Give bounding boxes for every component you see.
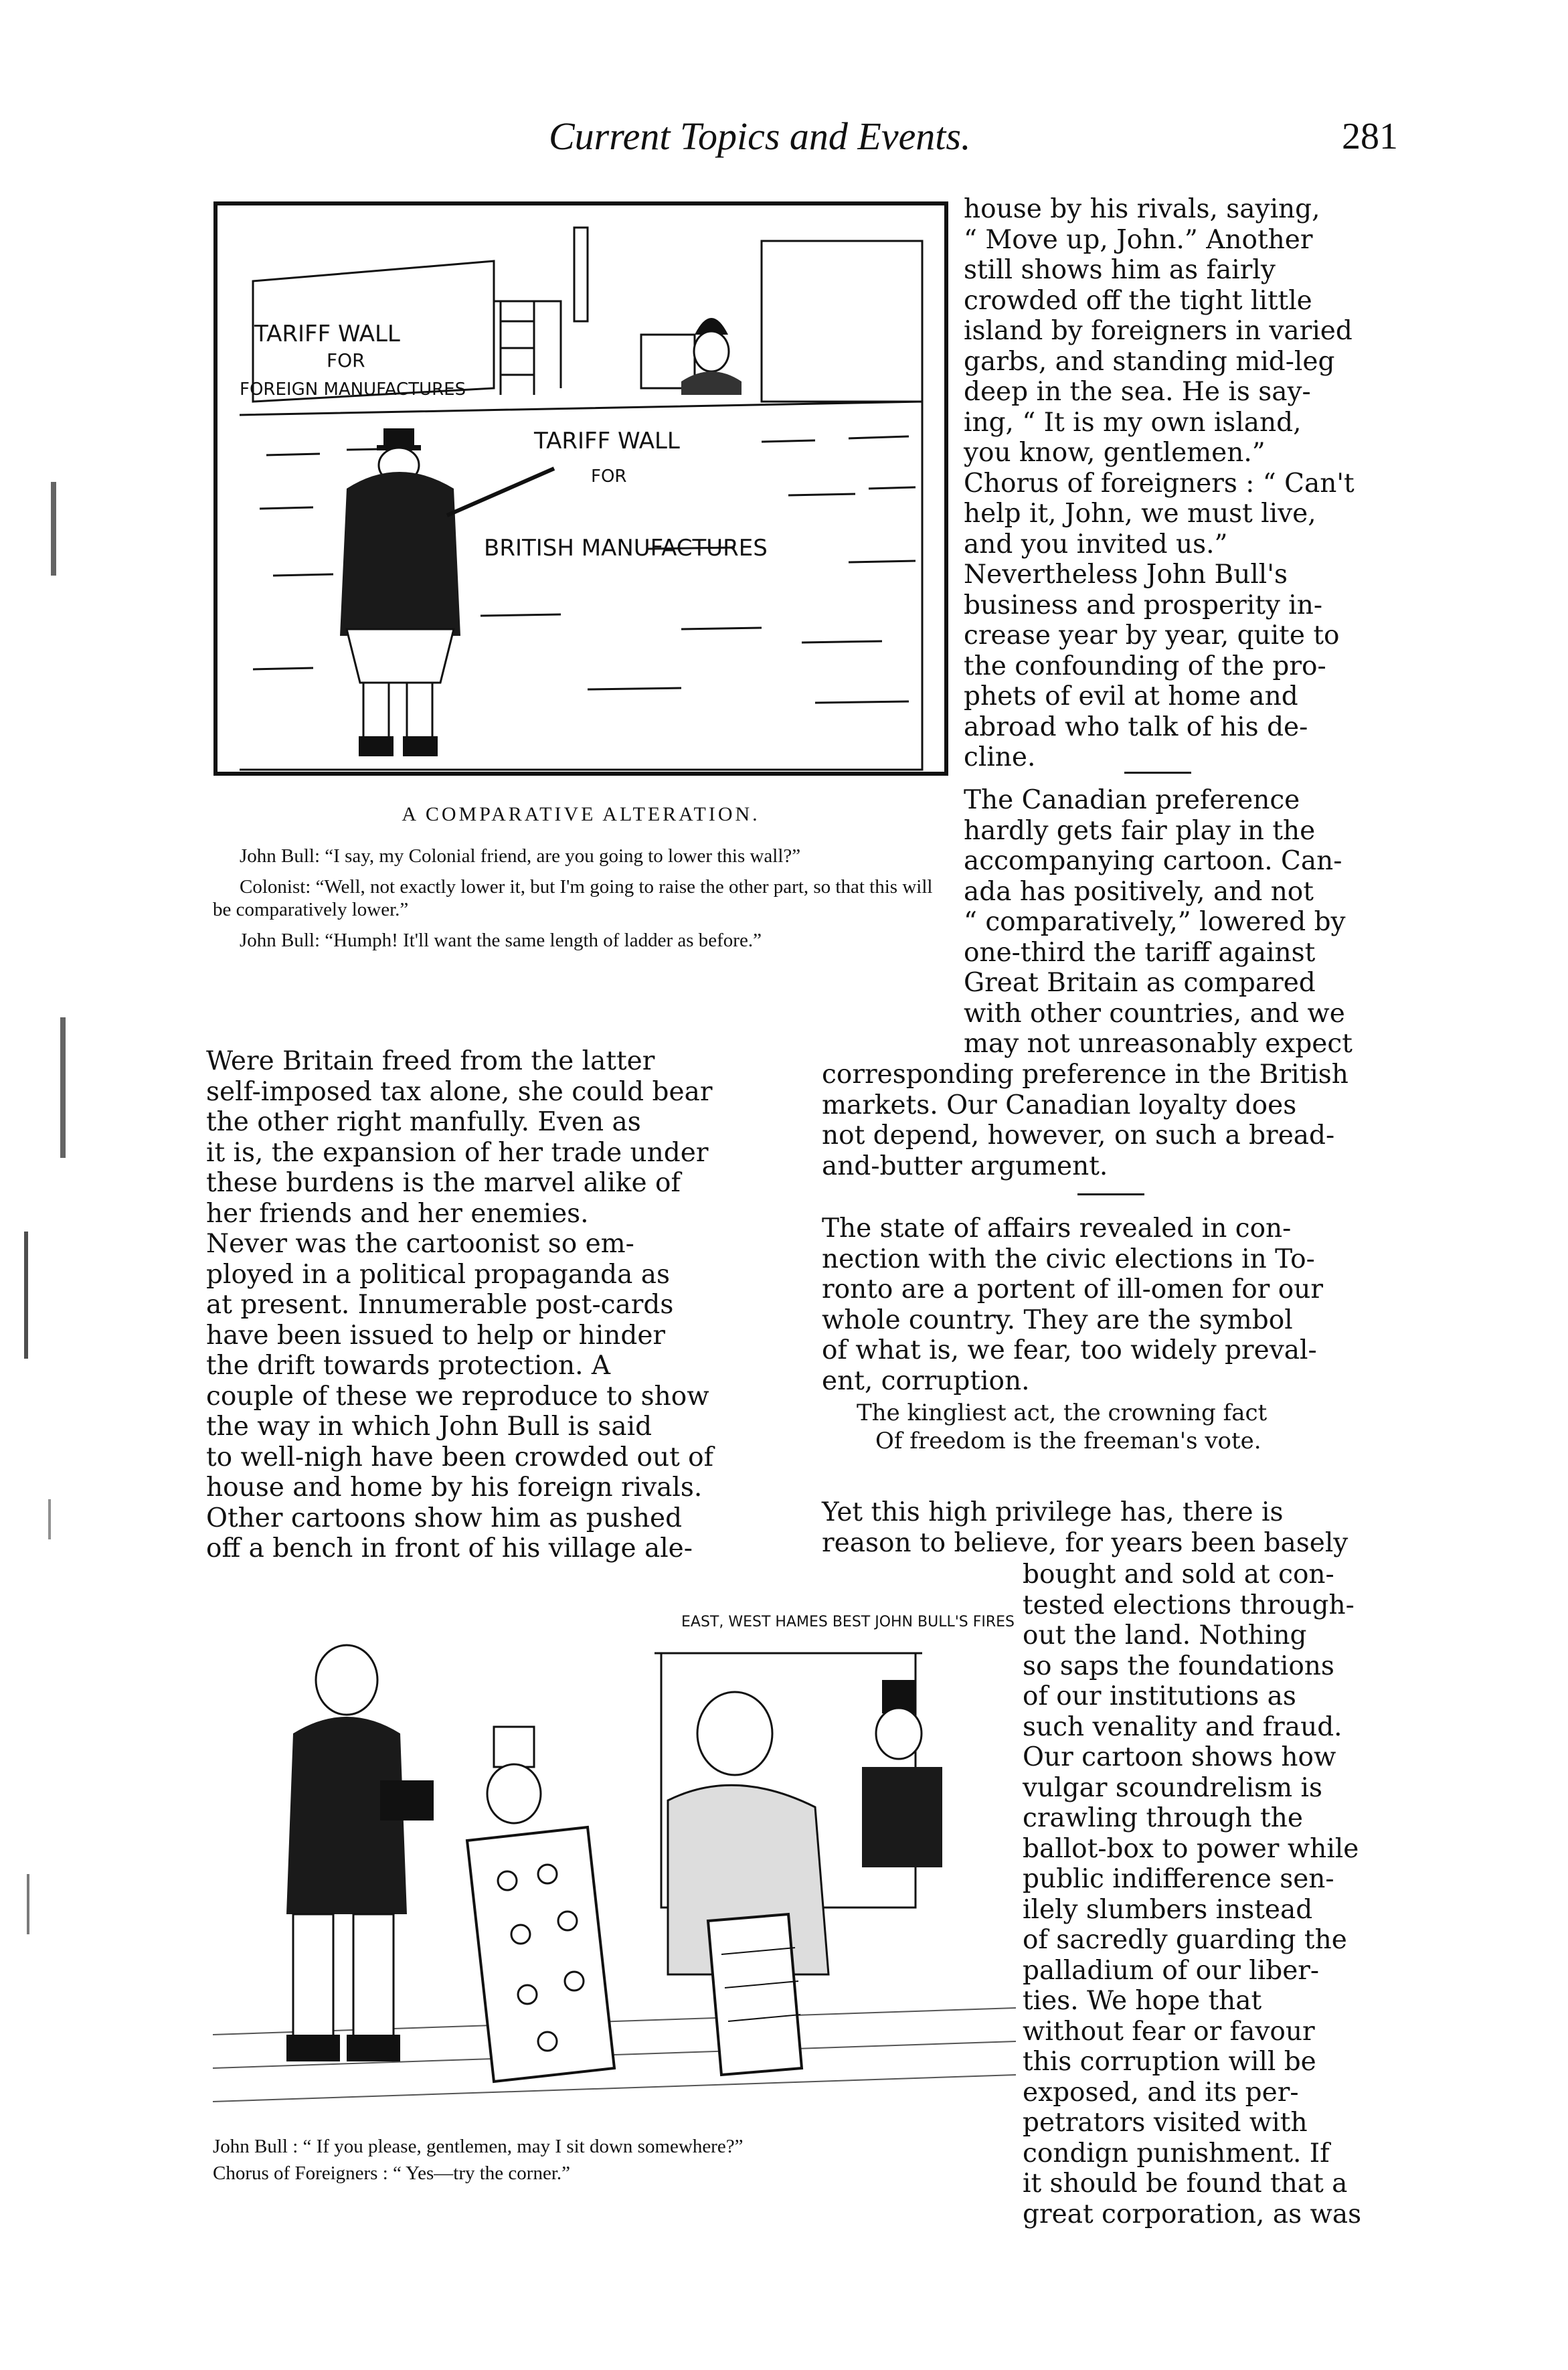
section-divider-2	[1077, 1193, 1144, 1195]
wall-label-for-foreign: FOR	[327, 349, 365, 371]
running-header-title: Current Topics and Events.	[549, 114, 971, 158]
right-column-bottom-text: bought and sold at con- tested elections through- out the land. Nothing so saps the foundations of our institutions as such venality and fraud. Our cartoon shows how vulgar scoundrelism is crawling through the ballot-box to power while public indifference sen- ilely slumbers instead of sacredly guarding the palladium of our liber- ties. We hope that without fear or favour this corruption will be exposed, and its per- petrators visited with condign punishment. If it should be found that a great corporation, as was	[1023, 1559, 1362, 2229]
wall-label-british-manufactures: BRITISH MANUFACTURES	[484, 535, 768, 562]
right-column-top-text: house by his rivals, saying, “ Move up, John.” Another still shows him as fairly crowded off the tight little island by foreigners in varied garbs, and standing mid-leg deep in the sea. He is say- ing, “ It is my own island, you know, gentlemen.” Chorus of foreigners : “ Can't help it, John, we must live, and you invited us.” Nevertheless John Bull's business and prosperity in- crease year by year, quite to the confounding of the pro- phets of evil at home and abroad who talk of his de- cline.	[964, 194, 1355, 772]
fireside-illustration	[213, 1600, 1016, 2122]
foreigner-uncle-sam	[487, 1727, 541, 1823]
fireside-sign: EAST, WEST HAMES BEST JOHN BULL'S FIRESIDE	[681, 1614, 1016, 1630]
caption-line-john-bull-reply: John Bull: “Humph! It'll want the same length of ladder as before.”	[240, 930, 762, 951]
civic-elections-paragraph: The state of affairs revealed in con- nection with the civic elections in To- ronto are a portent of ill-omen for our whole country. They are the symbol of what is, we fear, too widely preval- ent, corruption.	[822, 1213, 1323, 1396]
verse-line-2: Of freedom is the freeman's vote.	[875, 1428, 1261, 1454]
foreigner-top-hat	[862, 1680, 942, 1867]
cartoon1-caption	[213, 845, 949, 952]
foreigner-checked-suit	[668, 1692, 829, 2075]
cartoon-tariff-wall	[213, 201, 949, 776]
john-bull-standing	[286, 1645, 434, 2061]
caption-line-john-bull-2: John Bull : “ If you please, gentlemen, may I sit down somewhere?”	[213, 2136, 744, 2157]
cartoon-fireside	[213, 1600, 1016, 2122]
wall-label-tariff-british: TARIFF WALL	[534, 428, 680, 454]
patterned-armchair	[467, 1827, 614, 2082]
left-column-text: Were Britain freed from the latter self-imposed tax alone, she could bear the other right manfully. Even as it is, the expansion of her trade under these burdens is the marvel alike of her friends and her enemies. Never was the cartoonist so em- ployed in a political propaganda as at present. Innumerable post-cards have been issued to help or hinder the drift towards protection. A couple of these we reproduce to show the way in which John Bull is said to well-nigh have been crowded out of house and home by his foreign rivals. Other cartoons show him as pushed off a bench in front of his village ale-	[206, 1046, 714, 1563]
verse-line-1: The kingliest act, the crowning fact	[857, 1400, 1268, 1426]
tariff-wall-illustration	[213, 201, 949, 776]
wall-label-foreign-manufactures: FOREIGN MANUFACTURES	[240, 379, 466, 400]
section-divider-1	[1124, 772, 1191, 774]
caption-line-john-bull: John Bull: “I say, my Colonial friend, are you going to lower this wall?”	[240, 845, 801, 867]
caption-line-colonist: Colonist: “Well, not exactly lower it, but I'm going to raise the other part, so that this will be comparatively lower.”	[213, 876, 933, 920]
canadian-preference-continued: corresponding preference in the British markets. Our Canadian loyalty does not depend, however, on such a bread- and-butter argument.	[822, 1060, 1348, 1181]
caption-line-chorus: Chorus of Foreigners : “ Yes—try the corner.”	[213, 2163, 570, 2184]
cartoon2-caption	[213, 2135, 1016, 2185]
wall-label-for-british: FOR	[591, 467, 627, 487]
cartoon1-caption-title: A COMPARATIVE ALTERATION.	[402, 803, 760, 825]
canadian-preference-paragraph: The Canadian preference hardly gets fair play in the accompanying cartoon. Can- ada has positively, and not “ comparatively,” lowered by one-third the tariff against Great Britain as compared with other countries, and we may not unreasonably expect	[964, 785, 1353, 1059]
wall-label-tariff-foreign: TARIFF WALL	[254, 321, 400, 347]
verse-quote	[857, 1399, 1365, 1455]
high-privilege-paragraph: Yet this high privilege has, there is reason to believe, for years been basely	[822, 1497, 1348, 1558]
page-number: 281	[1342, 116, 1398, 157]
